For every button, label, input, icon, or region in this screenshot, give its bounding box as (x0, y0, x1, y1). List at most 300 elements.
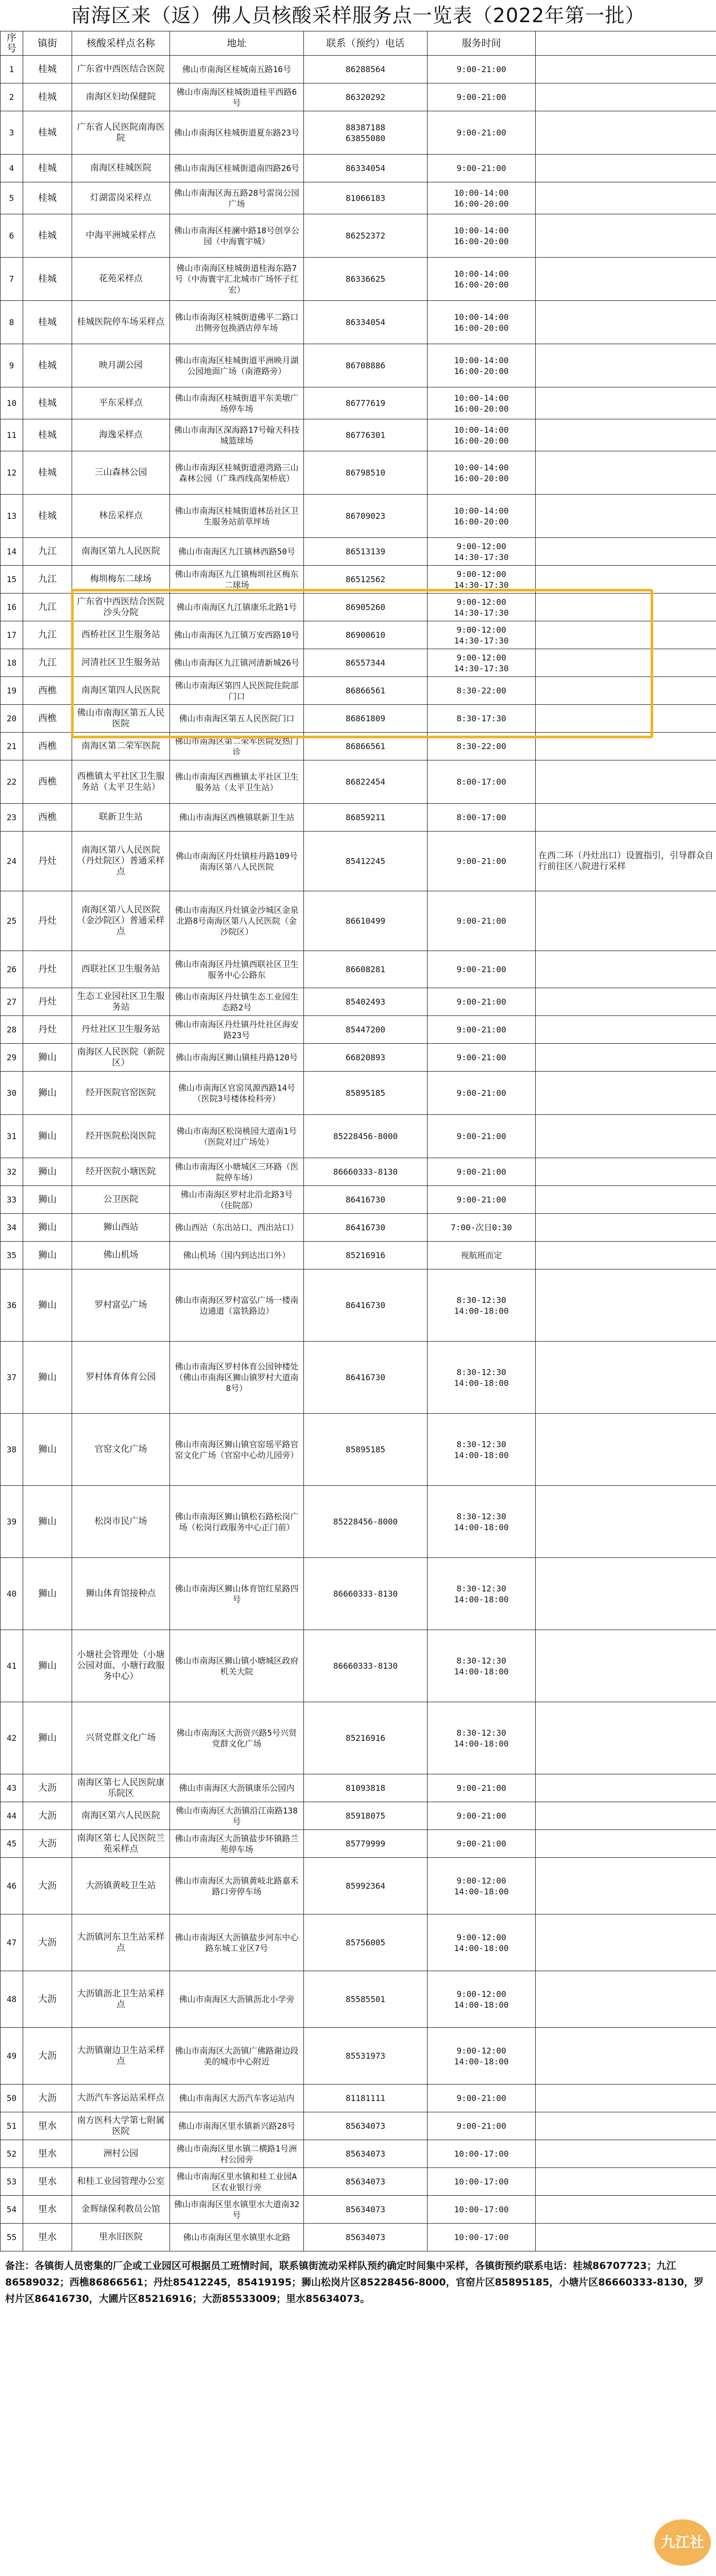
row-site-name: 广东省中西医结合医院沙头分院 (72, 594, 170, 621)
table-row (1, 182, 716, 214)
row-phone: 85634073 (304, 2112, 428, 2140)
table-row (1, 1269, 716, 1342)
row-note (536, 83, 716, 111)
row-service-time: 8:30-12:30 14:00-18:00 (428, 1702, 536, 1774)
row-note (536, 1914, 716, 1971)
row-note (536, 1702, 716, 1774)
row-town: 桂城 (23, 344, 72, 387)
row-service-time: 10:00-17:00 (428, 2196, 536, 2224)
row-address: 佛山市南海区狮山镇松石路松岗广场（松岗行政服务中心正门前） (170, 1486, 304, 1558)
row-site-name: 梅圳梅东二球场 (72, 566, 170, 594)
row-phone: 86798510 (304, 451, 428, 495)
row-town: 狮山 (23, 1269, 72, 1342)
row-service-time: 9:00-21:00 (428, 111, 536, 155)
table-row (1, 1830, 716, 1858)
row-address: 佛山市南海区大沥镇沥北小学旁 (170, 1971, 304, 2028)
row-address: 佛山市南海区桂城街道夏东路23号 (170, 111, 304, 155)
row-site-name: 大沥汽车客运站采样点 (72, 2084, 170, 2112)
row-site-name: 南海区妇幼保健院 (72, 83, 170, 111)
row-service-time: 10:00-14:00 16:00-20:00 (428, 419, 536, 451)
row-note (536, 495, 716, 538)
row-site-name: 松岗市民广场 (72, 1486, 170, 1558)
row-site-name: 经开医院松岗医院 (72, 1115, 170, 1158)
row-town: 西樵 (23, 733, 72, 760)
table-row (1, 419, 716, 451)
row-site-name: 南海区第七人民医院兰苑采样点 (72, 1830, 170, 1858)
row-town: 丹灶 (23, 988, 72, 1016)
row-number: 14 (1, 538, 23, 566)
row-number: 48 (1, 1971, 23, 2028)
row-service-time: 9:00-12:00 14:00-18:00 (428, 1858, 536, 1914)
table-row (1, 258, 716, 301)
row-phone: 88387188 63855080 (304, 111, 428, 155)
row-phone: 86709023 (304, 495, 428, 538)
row-note (536, 705, 716, 733)
row-phone: 86252372 (304, 214, 428, 258)
row-note (536, 1971, 716, 2028)
row-number: 51 (1, 2112, 23, 2140)
footnote: 备注：各镇街人员密集的厂企或工业园区可根据员工班情时间，联系镇街流动采样队预约确定时间集中采样，各镇街预约联系电话：桂城86707723；九江86589032；西樵86866561；丹灶85412245，85419195；狮山松岗片区85228456-8000，官窑片区85895185，小塘片区86660333-8130，罗村片区86416730，大圃片区85216916；大沥85533009；里水85634073。 (5, 2260, 704, 2304)
table-header-row (1, 31, 716, 56)
row-number: 54 (1, 2196, 23, 2224)
table-row (1, 1342, 716, 1414)
table-row (1, 760, 716, 804)
table-row (1, 2140, 716, 2168)
row-phone: 86513139 (304, 538, 428, 566)
row-town: 狮山 (23, 1414, 72, 1486)
table-row (1, 344, 716, 387)
row-service-time: 9:00-21:00 (428, 83, 536, 111)
table-row (1, 804, 716, 832)
row-number: 18 (1, 649, 23, 677)
row-note (536, 344, 716, 387)
row-phone: 86859211 (304, 804, 428, 832)
row-site-name: 南海区第九人民医院 (72, 538, 170, 566)
row-service-time: 10:00-14:00 16:00-20:00 (428, 214, 536, 258)
row-note (536, 2084, 716, 2112)
row-phone: 86416730 (304, 1186, 428, 1214)
row-address: 佛山市南海区狮山镇官窑瑶平路官窑文化广场（官窑中心幼儿园旁） (170, 1414, 304, 1486)
table-row (1, 1630, 716, 1702)
row-town: 桂城 (23, 83, 72, 111)
row-service-time: 8:30-12:30 14:00-18:00 (428, 1486, 536, 1558)
row-note (536, 733, 716, 760)
table-row (1, 1702, 716, 1774)
row-address: 佛山市南海区里水镇里水北路 (170, 2224, 304, 2251)
table-row (1, 301, 716, 344)
row-number: 32 (1, 1158, 23, 1186)
table-row (1, 891, 716, 951)
row-address: 佛山市南海区狮山镇桂丹路120号 (170, 1044, 304, 1072)
row-phone: 85634073 (304, 2140, 428, 2168)
row-note (536, 538, 716, 566)
row-town: 九江 (23, 649, 72, 677)
row-note (536, 1115, 716, 1158)
row-number: 19 (1, 677, 23, 705)
row-town: 里水 (23, 2168, 72, 2196)
row-number: 35 (1, 1242, 23, 1269)
table-row (1, 111, 716, 155)
row-site-name: 南海区第二荣军医院 (72, 733, 170, 760)
row-site-name: 广东省人民医院南海医院 (72, 111, 170, 155)
row-service-time: 10:00-14:00 16:00-20:00 (428, 451, 536, 495)
row-note (536, 1072, 716, 1115)
row-service-time: 10:00-14:00 16:00-20:00 (428, 301, 536, 344)
header-no: 序号 (1, 31, 23, 56)
row-address: 佛山市南海区丹灶镇丹灶社区海安路23号 (170, 1016, 304, 1044)
row-service-time: 8:30-12:30 14:00-18:00 (428, 1558, 536, 1630)
row-site-name: 桂城医院停车场采样点 (72, 301, 170, 344)
row-site-name: 西桥社区卫生服务站 (72, 621, 170, 649)
header-note (536, 31, 716, 56)
row-service-time: 10:00-14:00 16:00-20:00 (428, 344, 536, 387)
row-site-name: 林岳采样点 (72, 495, 170, 538)
row-service-time: 10:00-14:00 16:00-20:00 (428, 495, 536, 538)
row-note (536, 258, 716, 301)
row-town: 大沥 (23, 1914, 72, 1971)
row-number: 17 (1, 621, 23, 649)
row-number: 6 (1, 214, 23, 258)
table-row (1, 677, 716, 705)
row-town: 西樵 (23, 705, 72, 733)
row-site-name: 西联社区卫生服务站 (72, 951, 170, 988)
row-number: 9 (1, 344, 23, 387)
table-row (1, 988, 716, 1016)
row-note (536, 1016, 716, 1044)
row-town: 西樵 (23, 804, 72, 832)
row-town: 大沥 (23, 2028, 72, 2084)
table-row (1, 2084, 716, 2112)
row-note (536, 988, 716, 1016)
row-number: 20 (1, 705, 23, 733)
row-site-name: 大沥镇谢边卫生站采样点 (72, 2028, 170, 2084)
row-town: 九江 (23, 621, 72, 649)
row-phone: 85895185 (304, 1072, 428, 1115)
row-site-name: 大沥镇河东卫生站采样点 (72, 1914, 170, 1971)
row-address: 佛山市南海区桂城街道佛平二路口出侧旁包换酒店停车场 (170, 301, 304, 344)
row-phone: 85918075 (304, 1802, 428, 1830)
row-town: 里水 (23, 2140, 72, 2168)
row-note (536, 1774, 716, 1802)
row-number: 41 (1, 1630, 23, 1702)
row-service-time: 8:00-17:00 (428, 760, 536, 804)
row-number: 21 (1, 733, 23, 760)
row-number: 16 (1, 594, 23, 621)
row-address: 佛山市南海区大沥镇沿江南路138号 (170, 1802, 304, 1830)
row-phone: 85895185 (304, 1414, 428, 1486)
row-address: 佛山市南海区桂城街道林岳社区卫生服务站前草坪场 (170, 495, 304, 538)
table-row (1, 1186, 716, 1214)
row-note (536, 1342, 716, 1414)
row-phone: 86861809 (304, 705, 428, 733)
row-phone: 86660333-8130 (304, 1558, 428, 1630)
table-row (1, 1858, 716, 1914)
row-note (536, 1630, 716, 1702)
row-address: 佛山市南海区大沥镇盐步河东中心路东城工业区7号 (170, 1914, 304, 1971)
row-site-name: 兴贤党群文化广场 (72, 1702, 170, 1774)
row-phone: 86416730 (304, 1214, 428, 1242)
service-point-table (0, 31, 716, 2251)
row-number: 7 (1, 258, 23, 301)
row-phone: 86512562 (304, 566, 428, 594)
table-row (1, 2112, 716, 2140)
row-number: 39 (1, 1486, 23, 1558)
row-phone: 86708886 (304, 344, 428, 387)
row-town: 大沥 (23, 2084, 72, 2112)
row-address: 佛山市南海区里水镇二横路1号洲村公园旁 (170, 2140, 304, 2168)
row-town: 大沥 (23, 1802, 72, 1830)
row-note (536, 214, 716, 258)
row-address: 佛山市南海区丹灶镇桂丹路109号南海区第八人民医院 (170, 832, 304, 891)
table-row (1, 83, 716, 111)
row-address: 佛山市南海区罗村北沿北路3号（住院部） (170, 1186, 304, 1214)
row-note (536, 2112, 716, 2140)
row-town: 丹灶 (23, 951, 72, 988)
row-number: 45 (1, 1830, 23, 1858)
row-phone: 85634073 (304, 2224, 428, 2251)
row-address: 佛山市南海区丹灶镇金沙城区金泉北路8号南海区第八人民医院（金沙院区） (170, 891, 304, 951)
row-site-name: 佛山机场 (72, 1242, 170, 1269)
row-number: 30 (1, 1072, 23, 1115)
table-row (1, 1558, 716, 1630)
row-address: 佛山市南海区桂城街道平东美墩广场停车场 (170, 387, 304, 419)
row-note (536, 56, 716, 83)
header-time: 服务时间 (428, 31, 536, 56)
table-row (1, 733, 716, 760)
row-phone: 86608281 (304, 951, 428, 988)
row-service-time: 8:30-12:30 14:00-18:00 (428, 1342, 536, 1414)
row-note (536, 2028, 716, 2084)
table-row (1, 1774, 716, 1802)
row-town: 桂城 (23, 56, 72, 83)
row-phone: 85447200 (304, 1016, 428, 1044)
row-address: 佛山市南海区狮山体育馆红星路四号 (170, 1558, 304, 1630)
table-row (1, 1242, 716, 1269)
row-note (536, 677, 716, 705)
row-number: 23 (1, 804, 23, 832)
row-number: 52 (1, 2140, 23, 2168)
row-town: 桂城 (23, 182, 72, 214)
row-note (536, 891, 716, 951)
row-town: 桂城 (23, 419, 72, 451)
row-number: 2 (1, 83, 23, 111)
row-number: 8 (1, 301, 23, 344)
row-service-time: 8:30-12:30 14:00-18:00 (428, 1269, 536, 1342)
table-row (1, 538, 716, 566)
row-address: 佛山市南海区桂城街道平洲映月湖公园地面广场（南港路旁） (170, 344, 304, 387)
row-note: 在西二环（丹灶出口）设置指引，引导群众自行前往区八院进行采样 (536, 832, 716, 891)
row-number: 28 (1, 1016, 23, 1044)
row-address: 佛山市南海区第二荣军医院发热门诊 (170, 733, 304, 760)
row-number: 33 (1, 1186, 23, 1214)
row-note (536, 387, 716, 419)
row-site-name: 三山森林公园 (72, 451, 170, 495)
row-service-time: 10:00-14:00 16:00-20:00 (428, 182, 536, 214)
row-note (536, 2196, 716, 2224)
watermark-logo: 九江社 (654, 2519, 711, 2566)
header-name: 核酸采样点名称 (72, 31, 170, 56)
row-note (536, 1558, 716, 1630)
row-site-name: 花苑采样点 (72, 258, 170, 301)
row-phone: 86900610 (304, 621, 428, 649)
row-service-time: 10:00-17:00 (428, 2168, 536, 2196)
row-service-time: 9:00-12:00 14:00-18:00 (428, 1971, 536, 2028)
row-site-name: 南海区第六人民医院 (72, 1802, 170, 1830)
table-row (1, 1044, 716, 1072)
row-site-name: 大沥镇黄岐卫生站 (72, 1858, 170, 1914)
row-note (536, 621, 716, 649)
row-phone: 85634073 (304, 2168, 428, 2196)
table-row (1, 451, 716, 495)
row-service-time: 9:00-21:00 (428, 1774, 536, 1802)
row-site-name: 联新卫生站 (72, 804, 170, 832)
row-note (536, 951, 716, 988)
row-note (536, 1214, 716, 1242)
row-town: 大沥 (23, 1774, 72, 1802)
row-address: 佛山市南海区里水镇新兴路28号 (170, 2112, 304, 2140)
table-row (1, 1802, 716, 1830)
row-address: 佛山市南海区九江镇康乐北路1号 (170, 594, 304, 621)
row-phone: 86288564 (304, 56, 428, 83)
row-phone: 86777619 (304, 387, 428, 419)
row-service-time: 8:30-17:30 (428, 705, 536, 733)
row-number: 24 (1, 832, 23, 891)
row-town: 九江 (23, 594, 72, 621)
row-service-time: 8:30-12:30 14:00-18:00 (428, 1414, 536, 1486)
row-address: 佛山市南海区大沥镇广佛路谢边段美的城市中心附近 (170, 2028, 304, 2084)
row-service-time: 8:30-22:00 (428, 677, 536, 705)
row-number: 13 (1, 495, 23, 538)
row-number: 43 (1, 1774, 23, 1802)
table-row (1, 2168, 716, 2196)
table-row (1, 155, 716, 182)
page-title: 南海区来（返）佛人员核酸采样服务点一览表（2022年第一批） (71, 4, 645, 27)
row-site-name: 南海区第八人民医院（金沙院区）普通采样点 (72, 891, 170, 951)
row-phone: 86320292 (304, 83, 428, 111)
row-address: 佛山市南海区丹灶镇生态工业园生态路2号 (170, 988, 304, 1016)
row-number: 34 (1, 1214, 23, 1242)
row-note (536, 1186, 716, 1214)
row-town: 桂城 (23, 111, 72, 155)
row-service-time: 9:00-21:00 (428, 56, 536, 83)
row-note (536, 451, 716, 495)
row-number: 27 (1, 988, 23, 1016)
row-site-name: 南方医科大学第七附属医院 (72, 2112, 170, 2140)
row-town: 大沥 (23, 1858, 72, 1914)
row-phone: 85216916 (304, 1702, 428, 1774)
row-town: 狮山 (23, 1186, 72, 1214)
row-town: 丹灶 (23, 1016, 72, 1044)
row-number: 40 (1, 1558, 23, 1630)
row-site-name: 洲村公园 (72, 2140, 170, 2168)
row-note (536, 1802, 716, 1830)
row-address: 佛山市南海区大沥镇康乐公园内 (170, 1774, 304, 1802)
row-number: 15 (1, 566, 23, 594)
row-address: 佛山市南海区大沥资兴路5号兴贤党群文化广场 (170, 1702, 304, 1774)
row-service-time: 8:30-12:30 14:00-18:00 (428, 1630, 536, 1702)
row-note (536, 155, 716, 182)
row-number: 47 (1, 1914, 23, 1971)
row-number: 55 (1, 2224, 23, 2251)
table-row (1, 649, 716, 677)
row-phone: 85992364 (304, 1858, 428, 1914)
row-address: 佛山市南海区里水镇里水大道南32号 (170, 2196, 304, 2224)
row-phone: 85756005 (304, 1914, 428, 1971)
row-service-time: 9:00-12:00 14:30-17:30 (428, 566, 536, 594)
row-address: 佛山市南海区第四人民医院住院部门口 (170, 677, 304, 705)
row-site-name: 狮山西站 (72, 1214, 170, 1242)
row-phone: 86660333-8130 (304, 1630, 428, 1702)
row-service-time: 9:00-21:00 (428, 2084, 536, 2112)
row-phone: 86866561 (304, 733, 428, 760)
row-phone: 86336625 (304, 258, 428, 301)
row-phone: 85228456-8000 (304, 1115, 428, 1158)
row-address: 佛山市南海区海五路28号雷岗公园广场 (170, 182, 304, 214)
row-number: 42 (1, 1702, 23, 1774)
row-phone: 81093818 (304, 1774, 428, 1802)
row-number: 11 (1, 419, 23, 451)
row-service-time: 9:00-21:00 (428, 951, 536, 988)
row-site-name: 中海平洲城采样点 (72, 214, 170, 258)
row-town: 桂城 (23, 301, 72, 344)
row-site-name: 南海区桂城医院 (72, 155, 170, 182)
row-phone: 85228456-8000 (304, 1486, 428, 1558)
row-number: 3 (1, 111, 23, 155)
row-address: 佛山市南海区罗村体育公园钟楼处（佛山市南海区狮山镇罗村大道南8号） (170, 1342, 304, 1414)
row-address: 佛山市南海区桂城街道南四路26号 (170, 155, 304, 182)
row-note (536, 182, 716, 214)
row-note (536, 594, 716, 621)
table-row (1, 832, 716, 891)
row-address: 佛山市南海区九江镇梅圳社区梅东二球场 (170, 566, 304, 594)
table-row (1, 214, 716, 258)
row-phone: 81066183 (304, 182, 428, 214)
row-service-time: 9:00-21:00 (428, 1115, 536, 1158)
row-town: 丹灶 (23, 832, 72, 891)
row-service-time: 9:00-12:00 14:00-18:00 (428, 2028, 536, 2084)
table-row (1, 1214, 716, 1242)
row-site-name: 大沥镇沥北卫生站采样点 (72, 1971, 170, 2028)
row-number: 31 (1, 1115, 23, 1158)
row-note (536, 419, 716, 451)
row-address: 佛山市南海区官窑凤源西路14号（医院3号楼体检科旁） (170, 1072, 304, 1115)
table-row (1, 705, 716, 733)
row-service-time: 9:00-21:00 (428, 2112, 536, 2140)
row-site-name: 佛山市南海区第五人民医院 (72, 705, 170, 733)
row-phone: 66820893 (304, 1044, 428, 1072)
row-address: 佛山市南海区桂澜中路18号创享公园（中海寰宇城） (170, 214, 304, 258)
row-site-name: 里水旧医院 (72, 2224, 170, 2251)
row-town: 九江 (23, 538, 72, 566)
row-site-name: 丹灶社区卫生服务站 (72, 1016, 170, 1044)
row-service-time: 9:00-21:00 (428, 1802, 536, 1830)
row-service-time: 9:00-12:00 14:30-17:30 (428, 594, 536, 621)
row-phone: 86557344 (304, 649, 428, 677)
row-service-time: 9:00-21:00 (428, 155, 536, 182)
row-number: 26 (1, 951, 23, 988)
row-phone: 86610499 (304, 891, 428, 951)
row-site-name: 河清社区卫生服务站 (72, 649, 170, 677)
row-town: 狮山 (23, 1214, 72, 1242)
row-service-time: 9:00-21:00 (428, 1016, 536, 1044)
row-service-time: 9:00-21:00 (428, 988, 536, 1016)
row-address: 佛山市南海区深海路17号翰天科技城篮球场 (170, 419, 304, 451)
table-row (1, 566, 716, 594)
row-number: 29 (1, 1044, 23, 1072)
row-service-time: 10:00-14:00 16:00-20:00 (428, 387, 536, 419)
row-number: 1 (1, 56, 23, 83)
row-note (536, 1242, 716, 1269)
